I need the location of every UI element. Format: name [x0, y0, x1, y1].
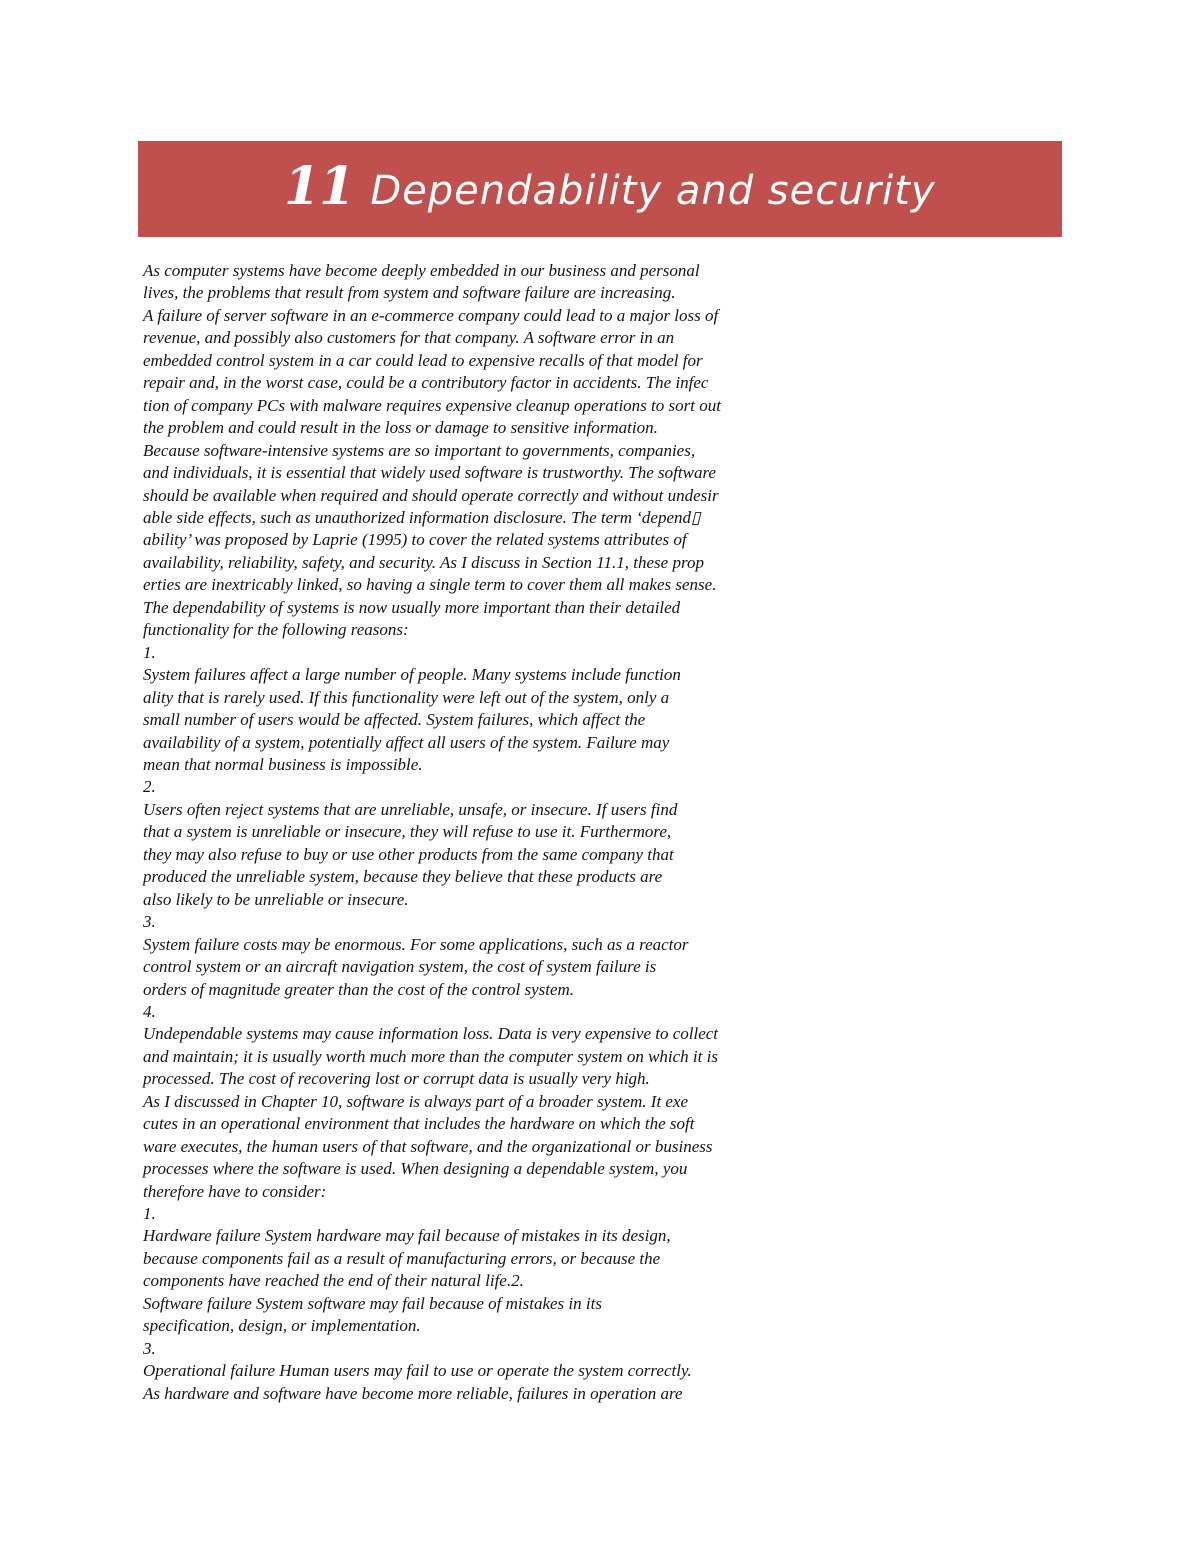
body-line: As computer systems have become deeply embedded in our business and personal: [143, 261, 700, 280]
body-line: 1.: [143, 642, 156, 662]
body-line: ware executes, the human users of that software, and the organizational or business: [143, 1136, 713, 1156]
body-line: 2.: [143, 777, 156, 797]
body-line: System failures affect a large number of people. Many systems include function: [143, 665, 681, 685]
chapter-heading: [284, 155, 936, 225]
body-line: they may also refuse to buy or use other products from the same company that: [143, 844, 674, 864]
body-line: also likely to be unreliable or insecure.: [143, 889, 409, 909]
body-line: 4.: [143, 1001, 156, 1021]
body-line: processes where the software is used. When designing a dependable system, you: [143, 1159, 688, 1179]
body-line: repair and, in the worst case, could be a contributory factor in accidents. The infec: [143, 373, 709, 393]
body-line: System failure costs may be enormous. For some applications, such as a reactor: [143, 934, 689, 954]
body-line: A failure of server software in an e-commerce company could lead to a major loss of: [143, 305, 719, 325]
chapter-number: 11: [284, 156, 355, 217]
body-line: components have reached the end of their natural life.2.: [143, 1271, 524, 1291]
chapter-title: Dependability and security: [370, 168, 936, 214]
body-line: able side effects, such as unauthorized information disclosure. The term ‘depend▯: [143, 507, 701, 527]
body-line: orders of magnitude greater than the cost of the control system.: [143, 979, 575, 999]
body-line: mean that normal business is impossible.: [143, 754, 423, 774]
body-line: 3.: [143, 1338, 156, 1358]
body-line: 3.: [143, 912, 156, 932]
body-line: control system or an aircraft navigation system, the cost of system failure is: [143, 957, 657, 977]
body-line: tion of company PCs with malware requires expensive cleanup operations to sort out: [143, 395, 721, 415]
body-line: therefore have to consider:: [143, 1181, 327, 1201]
body-line: availability, reliability, safety, and security. As I discuss in Section 11.1, these prop: [143, 552, 704, 572]
body-line: processed. The cost of recovering lost or corrupt data is usually very high.: [143, 1069, 650, 1089]
body-line: because components fail as a result of manufacturing errors, or because the: [143, 1248, 661, 1268]
body-line: the problem and could result in the loss or damage to sensitive information.: [143, 418, 658, 438]
body-line: small number of users would be affected. System failures, which affect the: [143, 710, 646, 730]
body-line: As hardware and software have become more reliable, failures in operation are: [143, 1383, 683, 1403]
body-line: erties are inextricably linked, so having a single term to cover them all makes sense.: [143, 575, 717, 595]
body-line: should be available when required and should operate correctly and without undesir: [143, 485, 719, 505]
body-line: that a system is unreliable or insecure, they will refuse to use it. Furthermore,: [143, 822, 672, 842]
chapter-banner: [138, 141, 1062, 237]
body-line: ality that is rarely used. If this functionality were left out of the system, only a: [143, 687, 670, 707]
body-line: revenue, and possibly also customers for that company. A software error in an: [143, 328, 675, 348]
body-line: and individuals, it is essential that widely used software is trustworthy. The software: [143, 463, 716, 483]
body-line: produced the unreliable system, because they believe that these products are: [143, 867, 663, 887]
body-text: [143, 260, 823, 1405]
body-line: The dependability of systems is now usually more important than their detailed: [143, 597, 681, 617]
body-line: availability of a system, potentially affect all users of the system. Failure may: [143, 732, 670, 752]
body-line: As I discussed in Chapter 10, software is always part of a broader system. It exe: [143, 1091, 689, 1111]
body-line: 1.: [143, 1204, 156, 1224]
body-line: Hardware failure System hardware may fail because of mistakes in its design,: [143, 1226, 671, 1246]
body-line: cutes in an operational environment that includes the hardware on which the soft: [143, 1114, 695, 1134]
body-line: Undependable systems may cause information loss. Data is very expensive to collect: [143, 1024, 719, 1044]
body-line: specification, design, or implementation.: [143, 1316, 421, 1336]
body-line: and maintain; it is usually worth much more than the computer system on which it is: [143, 1046, 718, 1066]
body-line: Software failure System software may fail because of mistakes in its: [143, 1293, 602, 1313]
body-line: ability’ was proposed by Laprie (1995) to cover the related systems attributes of: [143, 530, 687, 550]
body-line: Operational failure Human users may fail to use or operate the system correctly.: [143, 1361, 692, 1381]
body-line: functionality for the following reasons:: [143, 620, 409, 640]
body-line: lives, the problems that result from system and software failure are increasing.: [143, 283, 676, 303]
body-line: Because software-intensive systems are so important to governments, companies,: [143, 440, 696, 460]
body-line: Users often reject systems that are unreliable, unsafe, or insecure. If users find: [143, 799, 678, 819]
body-line: embedded control system in a car could lead to expensive recalls of that model for: [143, 350, 703, 370]
